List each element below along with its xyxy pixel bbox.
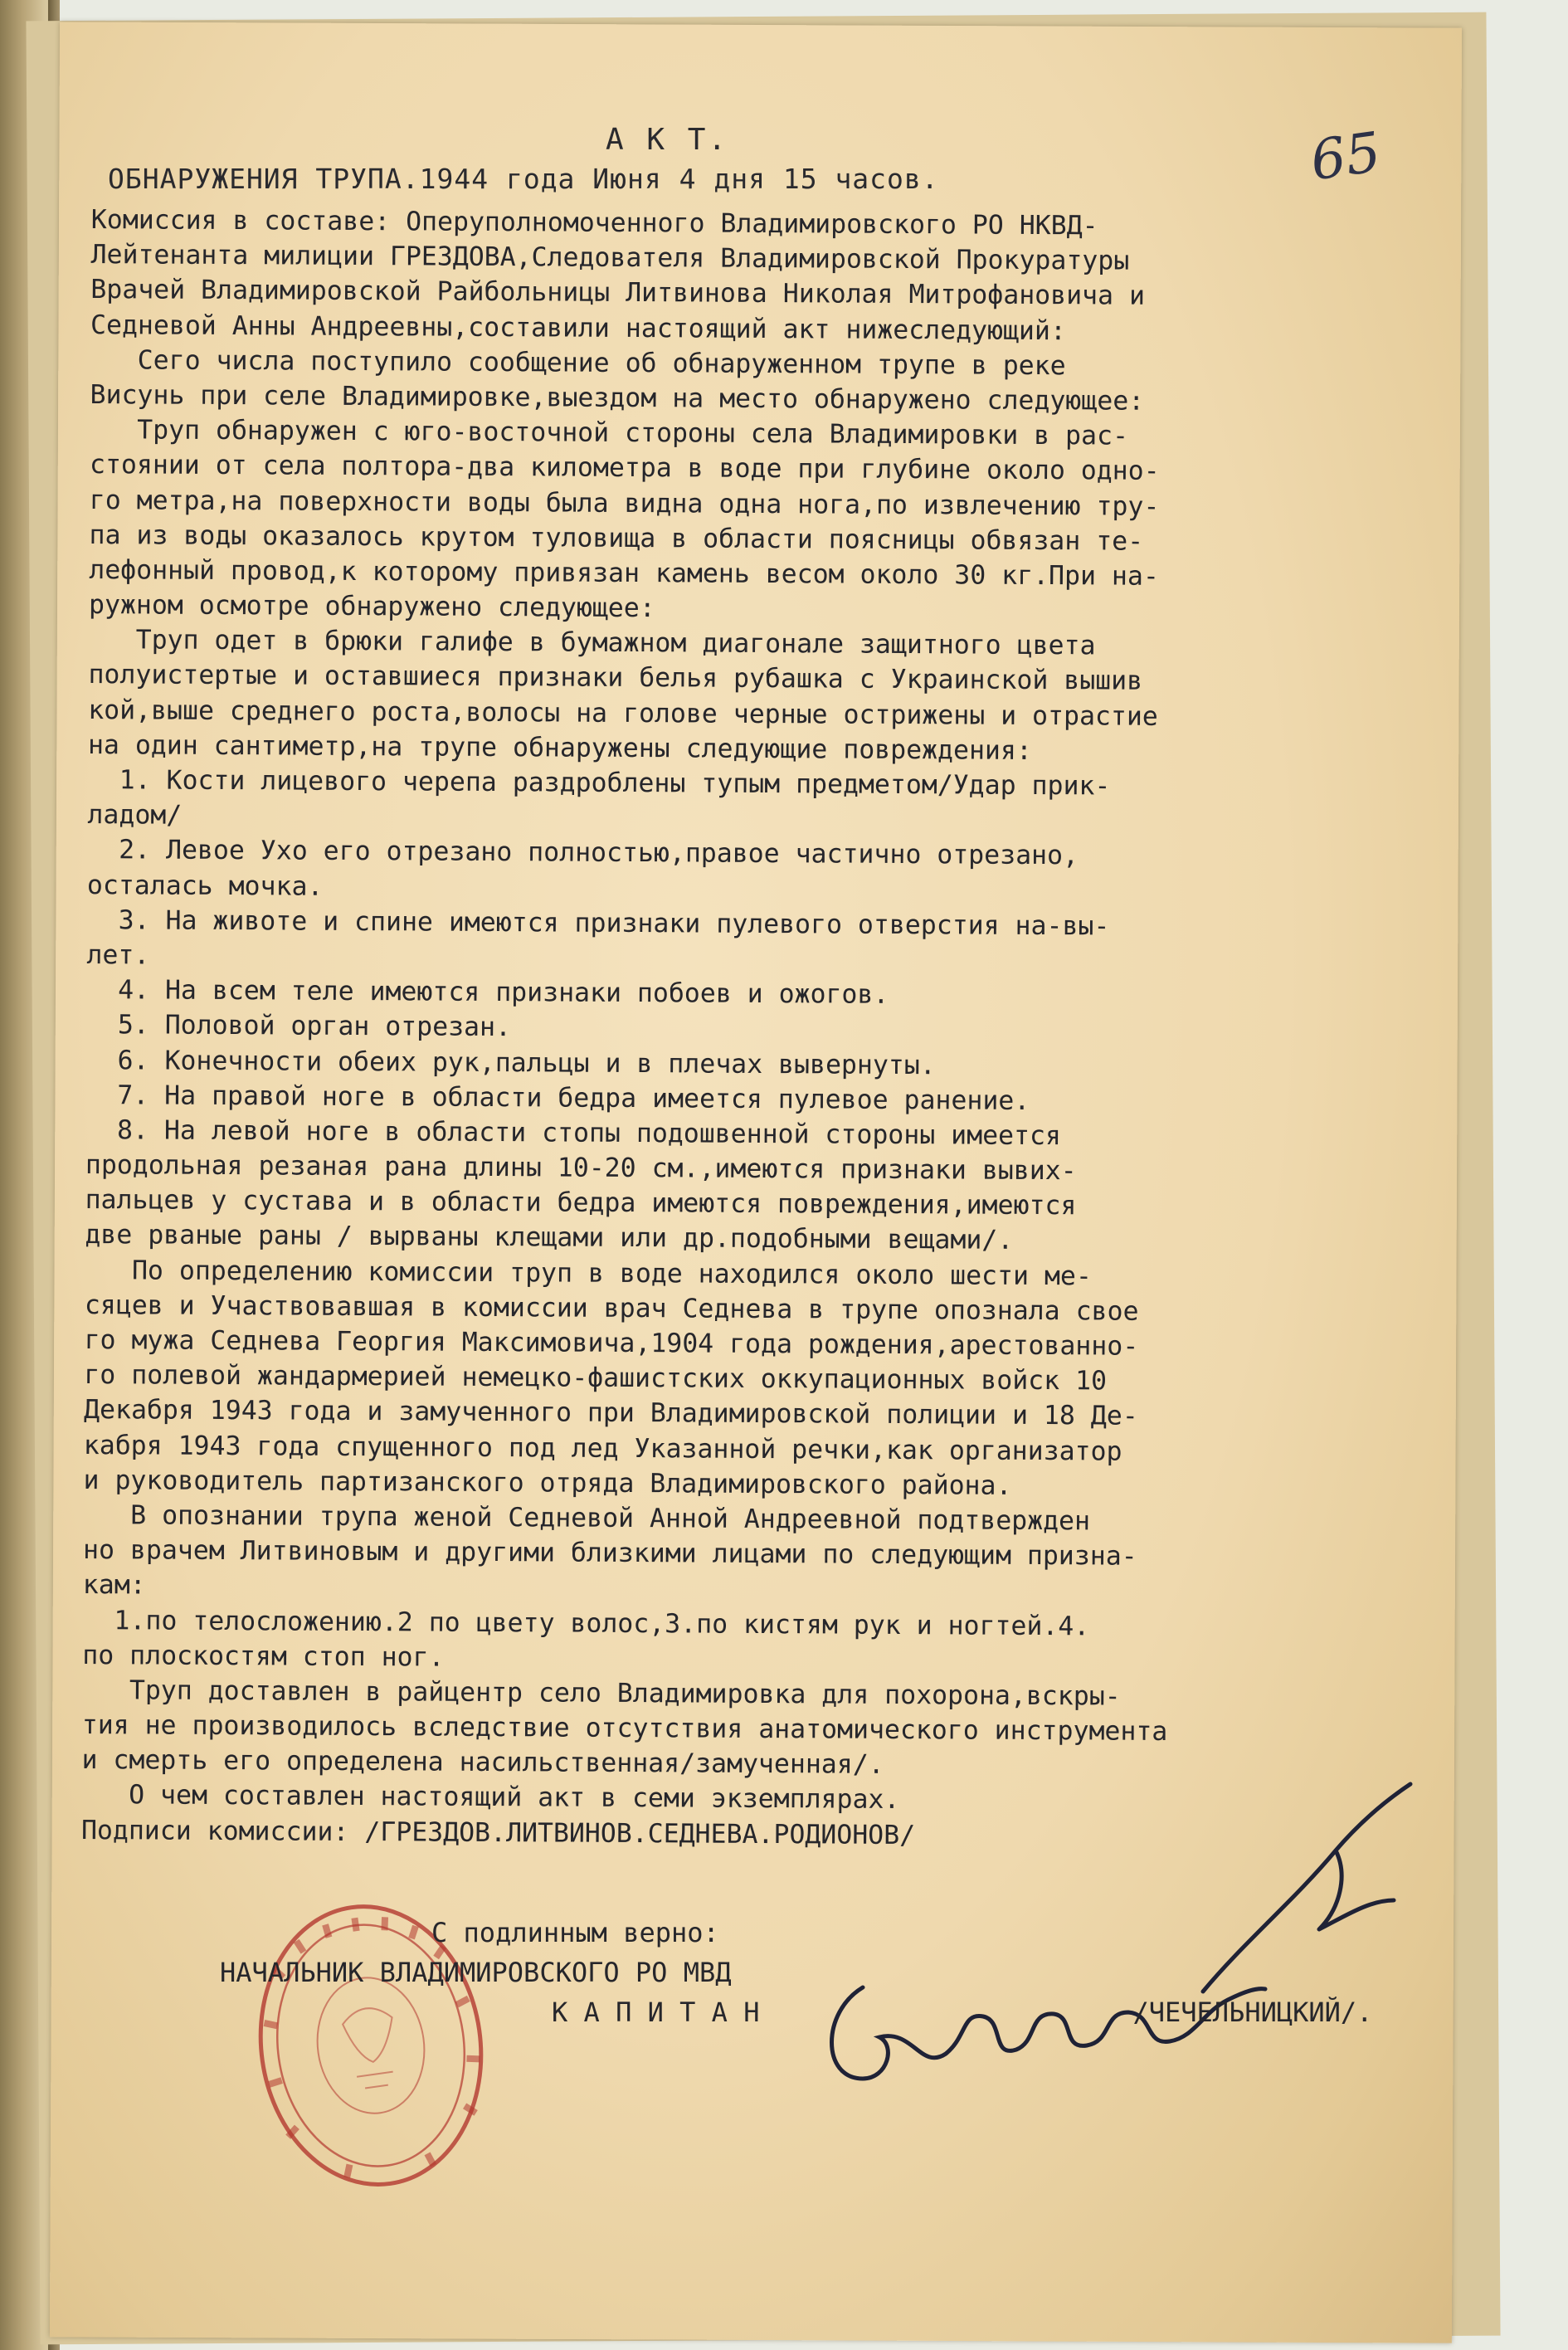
body-line: го мужа Седнева Георгия Максимовича,1904 года рождения,арестованно- [84,1324,1139,1362]
body-line: 5. Половой орган отрезан. [85,1010,512,1043]
body-line: 8. На левой ноге в области стопы подошвенной стороны имеется [85,1114,1062,1152]
body-line: Труп доставлен в райцентр село Владимировка для похорона,вскры- [81,1675,1121,1712]
body-line: 7. На правой ноге в области бедра имеется пулевое ранение. [85,1080,1030,1116]
body-line: полуистертые и оставшиеся признаки белья рубашка с Украинской вышив [88,660,1143,697]
body-line: 3. На животе и спине имеются признаки пулевого отверстия на-вы- [86,904,1110,942]
body-line: на один сантиметр,на трупе обнаружены следующие повреждения: [87,729,1032,766]
body-line: 1. Кости лицевого черепа раздроблены тупым предметом/Удар прик- [87,764,1111,802]
body-line: и руководитель партизанского отряда Владимировского района. [83,1465,1012,1501]
verified-line: С подлинным верно: [431,1917,719,1948]
document-title: А К Т. [606,123,729,157]
body-line: осталась мочка. [86,870,324,902]
body-line: Труп обнаружен с юго-восточной стороны села Владимировки в рас- [90,415,1129,451]
body-line: го метра,на поверхности воды была видна одна нога,по извлечению тру- [89,485,1160,522]
body-line: ружном осмотре обнаружено следующее: [88,590,655,624]
body-line: лефонный провод,к которому привязан камень весом около 30 кг.При на- [89,554,1159,592]
body-line: стоянии от села полтора-два километра в воде при глубине около одно- [89,450,1160,487]
position-line: НАЧАЛЬНИК ВЛАДИМИРОВСКОГО РО МВД [220,1957,732,1988]
body-line: сяцев и Участвовавшая в комиссии врач Седнева в трупе опознала свое [84,1290,1139,1327]
body-line: О чем составлен настоящий акт в семи экземплярах. [81,1780,900,1816]
rank-name-line [91,1992,1452,2032]
body-line: пальцев у сустава и в области бедра имеются повреждения,имеются [85,1185,1077,1221]
body-line: 2. Левое Ухо его отрезано полностью,правое частично отрезано, [87,835,1079,871]
rank-label: К А П И Т А Н [552,1997,760,2028]
body-line: Сего числа поступило сообщение об обнаруженном трупе в реке [90,344,1066,381]
body-line: кам: [82,1570,146,1601]
document-body [81,202,1452,1856]
page-number: 65 [1307,119,1385,193]
body-line: Седневой Анны Андреевны,составили настоящий акт нижеследующий: [90,310,1066,346]
body-line: по плоскостям стоп ног. [82,1640,445,1673]
body-line: но врачем Литвиновым и другими близкими лицами по следующим призна- [82,1535,1137,1572]
body-line: па из воды оказалось крутом туловища в области поясницы обвязан те- [89,519,1144,557]
body-line: Врачей Владимировской Райбольницы Литвинова Николая Митрофановича и [90,275,1146,312]
body-line: 6. Конечности обеих рук,пальцы и в плечах вывернуты. [85,1045,936,1080]
body-line: две рваные раны / вырваны клещами или др.подобными вещами/. [85,1220,1014,1256]
body-line: лет. [86,939,150,971]
body-line: Декабря 1943 года и замученного при Владимировской полиции и 18 Де- [83,1395,1138,1432]
body-line: тия не производилось вследствие отсутствия анатомического инструмента [81,1710,1168,1748]
signer-name: /ЧЕЧЕЛЬНИЦКИЙ/. [1132,1997,1373,2028]
certification-block [91,1913,1452,2032]
body-line: 4. На всем теле имеются признаки побоев и ожогов. [86,975,889,1011]
body-line: Подписи комиссии: /ГРЕЗДОВ.ЛИТВИНОВ.СЕДНЕВА.РОДИОНОВ/ [80,1815,916,1850]
body-line: продольная резаная рана длины 10-20 см.,имеются признаки вывих- [85,1150,1077,1187]
body-line: В опознании трупа женой Седневой Анной Андреевной подтвержден [83,1499,1091,1537]
body-line: 1.по телосложению.2 по цвету волос,3.по кистям рук и ногтей.4. [82,1605,1090,1641]
body-line: Труп одет в брюки галифе в бумажном диагонале защитного цвета [88,625,1096,661]
body-line: го полевой жандармерией немецко-фашистских оккупационных войск 10 [84,1360,1108,1397]
body-line: кой,выше среднего роста,волосы на голове черные острижены и отрастие [88,695,1158,732]
body-line: Комиссия в составе: Оперуполномоченного Владимировского РО НКВД- [90,204,1098,241]
body-line: По определению комиссии труп в воде находился около шести ме- [85,1255,1092,1292]
body-line: кабря 1943 года спущенного под лед Указанной речки,как организатор [83,1430,1122,1467]
body-line: и смерть его определена насильственная/замученная/. [81,1745,884,1781]
document-subtitle: ОБНАРУЖЕНИЯ ТРУПА.1944 года Июня 4 дня 15 часов. [108,163,939,195]
body-line: Лейтенанта милиции ГРЕЗДОВА,Следователя Владимировской Прокуратуры [90,240,1130,276]
body-line: Висунь при селе Владимировке,выездом на место обнаружено следующее: [90,379,1145,417]
body-line: ладом/ [87,800,183,831]
